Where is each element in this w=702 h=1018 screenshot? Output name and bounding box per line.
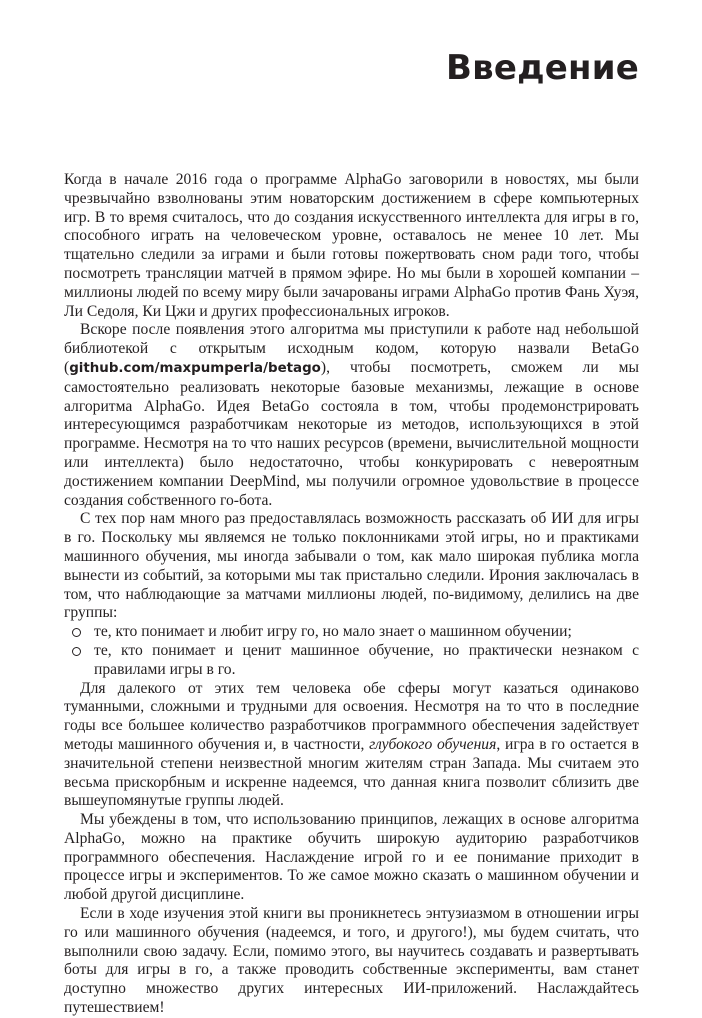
- list-item: [64, 623, 639, 642]
- chapter-title: Введение: [446, 48, 639, 88]
- list-item: [64, 642, 639, 680]
- chapter-body: [64, 171, 639, 1018]
- paragraph-2: [64, 321, 639, 510]
- paragraph-3: С тех пор нам много раз предоставлялась возможность рассказать об ИИ для игры в го. Поскольку мы являемся не только поклонниками этой игры, но и практиками машинного обучения, мы иногда забывали о том, как мало широкая публика могла вынести из событий, за которыми мы так пристально следили. Ирония заключалась в том, что наблюдающие за матчами миллионы людей, по-видимому, делились на две группы:: [64, 510, 639, 622]
- paragraph-2-text-end: ), чтобы посмотреть, сможем ли мы самостоятельно реализовать некоторые базовые механизмы, лежащие в основе алгоритма AlphaGo. Идея BetaGo состояла в том, чтобы продемонстрировать интересующимся разработчикам некоторые из методов, использующихся в этой программе. Несмотря на то что наших ресурсов (времени, вычислительной мощности или интеллекта) было недостаточно, чтобы конкурировать с невероятным достижением компании DeepMind, мы получили огромное удовольствие в процессе создания собственного го-бота.: [64, 358, 639, 509]
- paragraph-4: [64, 680, 639, 812]
- paragraph-6: Если в ходе изучения этой книги вы проникнетесь энтузиазмом в отношении игры го или машинного обучения (надеемся, и того, и другого!), мы будем считать, что выполнили свою задачу. Если, помимо этого, вы научитесь создавать и развертывать боты для игры в го, а также проводить собственные эксперименты, вам станет доступно множество других интересных ИИ-приложений. Наслаждайтесь путешествием!: [64, 905, 639, 1017]
- deep-learning-term: глубокого обучения: [369, 735, 497, 753]
- betago-repo-link[interactable]: github.com/maxpumperla/betago: [69, 360, 321, 376]
- paragraph-4-text-start: Для далекого от этих тем человека обе сферы могут казаться одинаково туманными, сложными и трудными для освоения. Несмотря на то что в последние годы все большее количество разработчиков программного обеспечения задействует методы машинного обучения и, в частности,: [64, 679, 639, 753]
- paragraph-1: Когда в начале 2016 года о программе AlphaGo заговорили в новостях, мы были чрезвычайно взволнованы этим новаторским достижением в сфере компьютерных игр. В то время считалось, что до создания искусственного интеллекта для игры в го, способного играть на человеческом уровне, оставалось не менее 10 лет. Мы тщательно следили за играми и были готовы пожертвовать сном ради того, чтобы посмотреть трансляции матчей в прямом эфире. Но мы были в хорошей компании – миллионы людей по всему миру были зачарованы играми AlphaGo против Фань Хуэя, Ли Седоля, Ки Цжи и других профессиональных игроков.: [64, 171, 639, 320]
- paragraph-4-text-end: , игра в го остается в значительной степени неизвестной многим жителям стран Запада. Мы считаем это весьма прискорбным и искренне надеемся, что данная книга позволит сблизить две вышеупомянутые группы людей.: [64, 735, 639, 810]
- circle-bullet-icon: [72, 628, 81, 637]
- circle-bullet-icon: [72, 647, 81, 656]
- paragraph-5: Мы убеждены в том, что использованию принципов, лежащих в основе алгоритма AlphaGo, можно на практике обучить широкую аудиторию разработчиков программного обеспечения. Наслаждение игрой го и ее понимание приходит в процессе игры и экспериментов. То же самое можно сказать о машинном обучении и любой другой дисциплине.: [64, 811, 639, 904]
- paragraph-2-text-start: Вскоре после появления этого алгоритма мы приступили к работе над небольшой библиотекой с открытым исходным кодом, которую назвали BetaGo (: [64, 321, 639, 376]
- audience-groups-list: [64, 623, 639, 679]
- list-item-text: те, кто понимает и любит игру го, но мало знает о машинном обучении;: [94, 623, 572, 641]
- list-item-text: те, кто понимает и ценит машинное обучение, но практически незнаком с правилами игры в го.: [94, 641, 639, 678]
- book-page: [64, 0, 639, 1017]
